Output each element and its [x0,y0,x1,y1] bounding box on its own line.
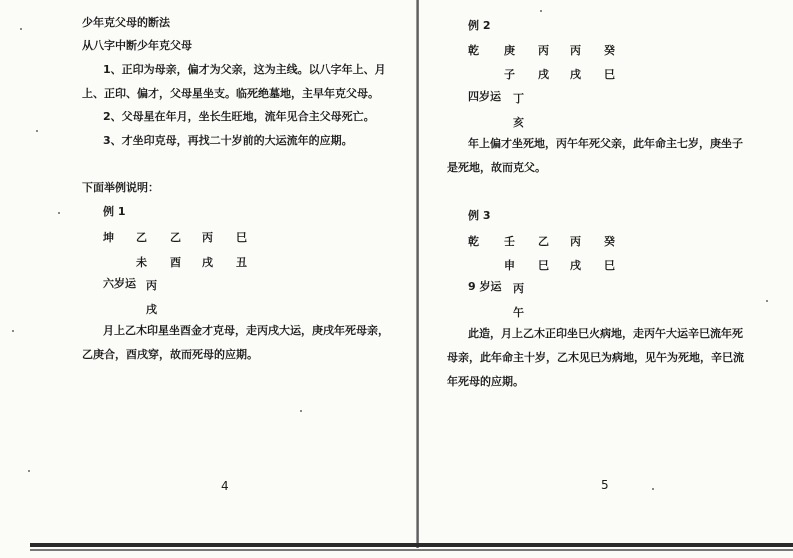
luck-branch: 戌 [146,303,157,316]
scan-speck [300,410,302,412]
month-stem: 乙 [538,235,549,248]
explanation-line-1: 此造，月上乙木正印坐巳火病地，走丙午大运辛巳流年死 [468,327,743,340]
luck-label: 六岁运 [103,277,136,290]
hour-stem: 巳 [236,231,247,244]
month-branch: 酉 [170,256,181,269]
page-number: 5 [601,478,609,492]
scan-speck [28,470,30,472]
example-2-title: 例 2 [468,19,491,32]
day-stem: 丙 [570,44,581,57]
hour-branch: 丑 [236,256,247,269]
year-stem: 壬 [504,235,515,248]
month-stem: 丙 [538,44,549,57]
month-branch: 戌 [538,68,549,81]
luck-label: 9 岁运 [468,280,502,293]
scan-speck [36,130,38,132]
explanation-line-2: 乙庚合，酉戌穿，故而死母的应期。 [82,348,258,361]
right-page [420,0,793,558]
chart-gender: 坤 [103,231,114,244]
explanation-line-1: 月上乙木印星坐酉金才克母，走丙戌大运，庚戌年死母亲， [103,324,389,337]
explanation-line-2: 是死地，故而克父。 [447,161,546,174]
hour-stem: 癸 [604,44,615,57]
luck-stem: 丁 [513,92,524,105]
page-bottom-edge [30,543,793,547]
page-number: 4 [221,479,229,493]
explanation-line-3: 年死母的应期。 [447,375,524,388]
rule-3: 3、才坐印克母，再找二十岁前的大运流年的应期。 [103,134,353,147]
explanation-line-2: 母亲，此年命主十岁，乙木见巳为病地，见午为死地，辛巳流 [447,351,744,364]
explanation-line-1: 年上偏才坐死地，丙午年死父亲，此年命主七岁，庚坐子 [468,137,743,150]
scan-speck [652,488,654,490]
scan-speck [540,10,542,12]
hour-stem: 癸 [604,235,615,248]
page-bottom-edge-shadow [30,549,793,551]
hour-branch: 巳 [604,259,615,272]
year-stem: 乙 [136,231,147,244]
day-branch: 戌 [202,256,213,269]
luck-stem: 丙 [146,279,157,292]
section-title: 少年克父母的断法 [82,16,170,29]
luck-branch: 亥 [513,116,524,129]
scan-speck [12,330,14,332]
book-spine [416,0,419,548]
luck-label: 四岁运 [468,90,501,103]
day-branch: 戌 [570,259,581,272]
year-branch: 子 [504,68,515,81]
scan-speck [766,300,768,302]
month-branch: 巳 [538,259,549,272]
luck-stem: 丙 [513,282,524,295]
year-branch: 申 [504,259,515,272]
example-1-title: 例 1 [103,205,126,218]
chart-gender: 乾 [468,44,479,57]
year-branch: 未 [136,256,147,269]
year-stem: 庚 [504,44,515,57]
day-branch: 戌 [570,68,581,81]
month-stem: 乙 [170,231,181,244]
day-stem: 丙 [202,231,213,244]
rule-1-line-2: 上、正印、偏才，父母星坐支。临死绝墓地，主早年克父母。 [82,87,379,100]
luck-branch: 午 [513,306,524,319]
rule-2: 2、父母星在年月，坐长生旺地，流年见合主父母死亡。 [103,110,375,123]
example-3-title: 例 3 [468,209,491,222]
hour-branch: 巳 [604,68,615,81]
scan-speck [58,212,60,214]
scan-speck [20,28,22,30]
section-subtitle: 从八字中断少年克父母 [82,39,192,52]
day-stem: 丙 [570,235,581,248]
intro-text: 下面举例说明： [82,181,159,194]
chart-gender: 乾 [468,235,479,248]
rule-1-line-1: 1、正印为母亲，偏才为父亲，这为主线。以八字年上、月 [103,63,386,76]
